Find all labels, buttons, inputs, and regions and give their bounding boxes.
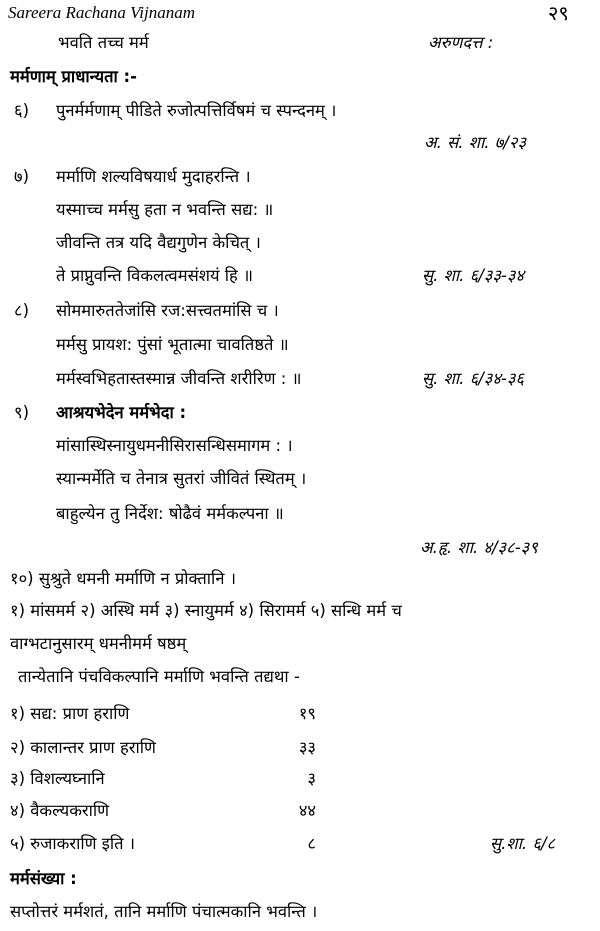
classification-label: ५) रुजाकराणि इति । — [10, 834, 136, 853]
verse-number-9: ९) — [14, 403, 30, 422]
classification-label: ३) विशल्यघ्नानि — [10, 769, 105, 788]
verse-9-line-a: मांसास्थिस्नायुधमनीसिरासन्धिसमागम : । — [56, 436, 293, 455]
text-line: भवति तच्च मर्म — [58, 33, 149, 52]
text-line-vagbhata: वाग्भटानुसारम् धमनीमर्म षष्ठम् — [10, 634, 187, 653]
verse-8-line-a: सोममारुततेजांसि रज:सत्त्वतमांसि च । — [56, 301, 279, 320]
classification-count: १९ — [298, 704, 316, 723]
classification-label: १) सद्य: प्राण हराणि — [10, 704, 130, 723]
citation-classification: सु.शा. ६/८ — [490, 834, 556, 853]
verse-8-line-b: मर्मसु प्रायश: पुंसां भूतात्मा चावतिष्ठते ॥ — [56, 335, 289, 354]
text-line-10: १०) सुश्रुते धमनी मर्माणि न प्रोक्तानि । — [10, 569, 236, 588]
verse-number-7: ७) — [14, 167, 30, 186]
types-list-line: १) मांसमर्म २) अस्थि मर्म ३) स्नायुमर्म ४) सिरामर्म ५) सन्धि मर्म च — [10, 601, 402, 620]
verse-number-6: ६) — [14, 101, 30, 120]
verse-9-line-c: बाहुल्येन तु निर्देश: षोढैवं मर्मकल्पना ॥ — [56, 504, 284, 523]
classification-count: ८ — [307, 834, 316, 853]
verse-8-line-c: मर्मस्वभिहतास्तस्मान्न जीवन्ति शरीरिण : ॥ — [56, 369, 302, 388]
verse-7-line-a: मर्माणि शल्यविषयार्ध मुदाहरन्ति । — [56, 167, 251, 186]
classification-count: ३ — [307, 769, 316, 788]
running-header-title: Sareera Rachana Vijnanam — [8, 3, 195, 22]
verse-7-line-c: जीवन्ति तत्र यदि वैद्यगुणेन केचित् । — [56, 233, 261, 252]
verse-9-line-b: स्यान्मर्मेति च तेनात्र सुतरां जीवितं स्थितम् । — [56, 469, 307, 488]
section-heading-sankhya: मर्मसंख्या : — [10, 869, 77, 888]
citation-8: सु. शा. ६/३४-३६ — [422, 369, 525, 388]
section-heading-pradhanyata: मर्मणाम् प्राधान्यता :- — [10, 67, 137, 86]
citation-arunadatta: अरुणदत्त : — [428, 33, 494, 52]
citation-9: अ.हृ. शा. ४/३८-३९ — [420, 538, 538, 557]
classification-count: ४४ — [298, 801, 316, 820]
text-line-intro: तान्येतानि पंचविकल्पानि मर्माणि भवन्ति तद्यथा - — [18, 667, 300, 686]
classification-count: ३३ — [298, 738, 316, 757]
citation-6: अ. सं. शा. ७/२३ — [424, 133, 527, 152]
verse-7-line-d: ते प्राप्नुवन्ति विकलत्वमसंशयं हि ॥ — [56, 266, 253, 285]
citation-7: सु. शा. ६/३३-३४ — [422, 266, 525, 285]
classification-label: २) कालान्तर प्राण हराणि — [10, 738, 156, 757]
verse-number-8: ८) — [14, 301, 30, 320]
section-heading-ashraya: आश्रयभेदेन मर्मभेदा : — [56, 403, 187, 422]
verse-6-line: पुनर्मर्मणाम् पीडिते रुजोत्पत्तिर्विषमं च स्पन्दनम् । — [56, 101, 337, 120]
verse-7-line-b: यस्माच्च मर्मसु हता न भवन्ति सद्य: ॥ — [56, 200, 274, 219]
classification-label: ४) वैकल्यकराणि — [10, 801, 110, 820]
page-number: २९ — [548, 1, 569, 25]
text-line-last: सप्तोत्तरं मर्मशतं, तानि मर्माणि पंचात्मकानि भवन्ति । — [10, 902, 318, 921]
